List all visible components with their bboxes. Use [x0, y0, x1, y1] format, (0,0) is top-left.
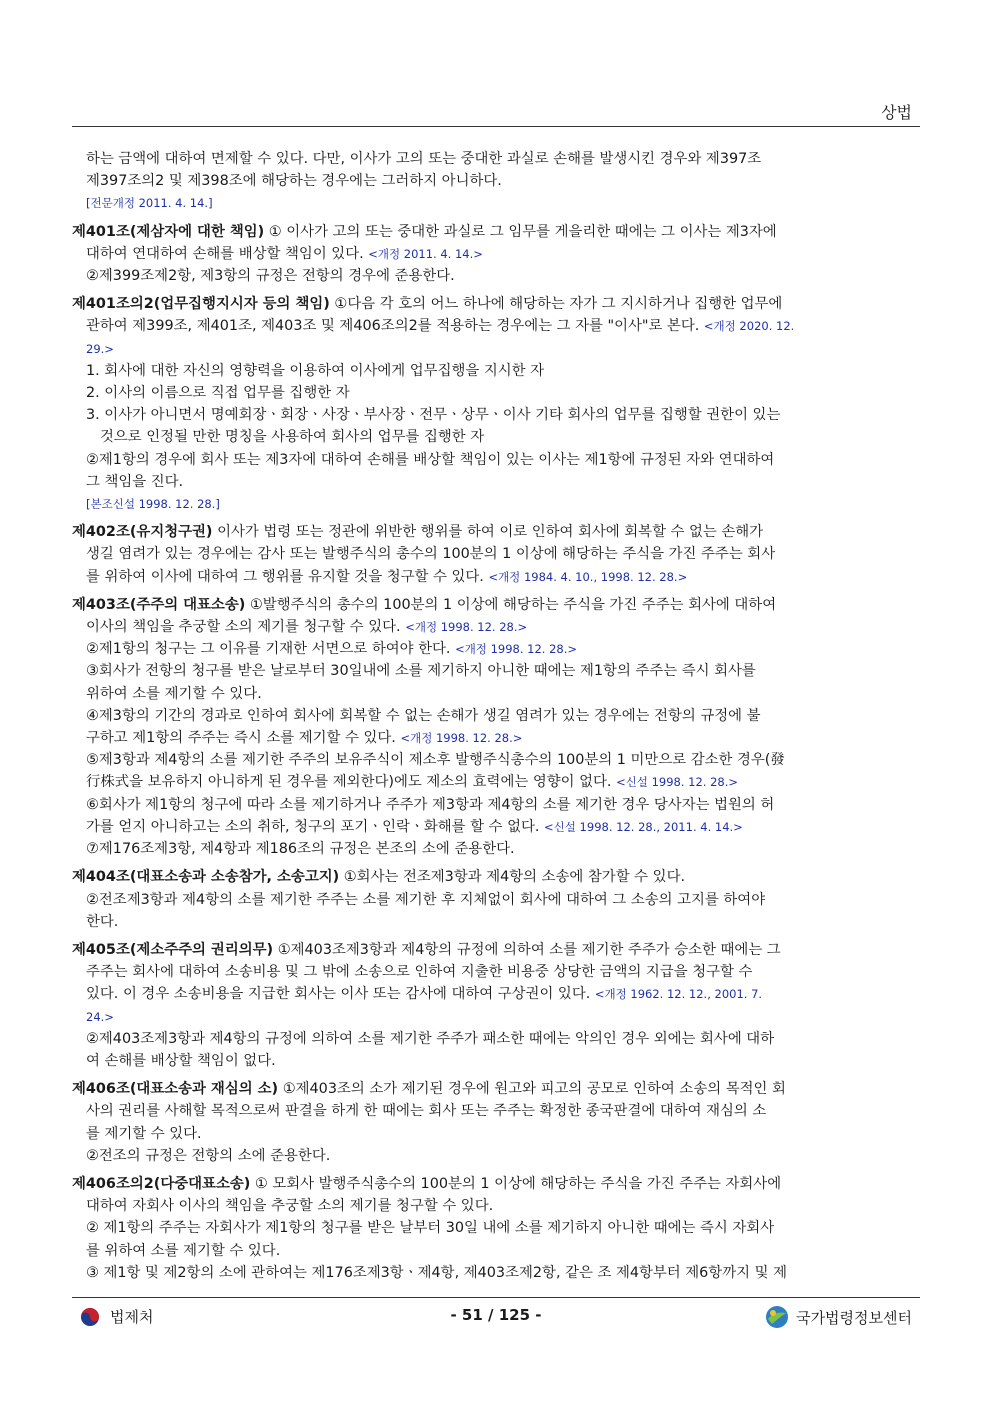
text-line: ②제1항의 경우에 회사 또는 제3자에 대하여 손해를 배상할 책임이 있는 이사는 제1항에 규정된 자와 연대하여 — [86, 451, 775, 468]
amendment-note: <개정 1998. 12. 28.> — [455, 642, 578, 657]
text-line: 를 제기할 수 있다. — [86, 1125, 202, 1142]
article-402 — [72, 521, 920, 543]
text-line: ③회사가 전항의 청구를 받은 날로부터 30일내에 소를 제기하지 아니한 때에는 제1항의 주주는 즉시 회사를 — [86, 663, 756, 680]
document-title: 상법 — [881, 103, 912, 122]
text-line: 그 책임을 진다. — [86, 473, 184, 490]
amendment-note: 29.> — [86, 341, 114, 356]
amendment-note: <개정 2011. 4. 14.> — [368, 246, 483, 261]
article-heading: 제401조의2(업무집행지시자 등의 책임) — [72, 296, 330, 313]
text-line: ① 이사가 고의 또는 중대한 과실로 그 임무를 게을리한 때에는 그 이사는 제3자에 — [264, 223, 777, 240]
text-line: ⑤제3항과 제4항의 소를 제기한 주주의 보유주식이 제소후 발행주식총수의 100분의 1 미만으로 감소한 경우(發 — [86, 752, 785, 769]
list-item: 3. 이사가 아니면서 명예회장ㆍ회장ㆍ사장ㆍ부사장ㆍ전무ㆍ상무ㆍ이사 기타 회사의 업무를 집행할 권한이 있는 — [86, 407, 781, 424]
amendment-note: <개정 2020. 12. — [703, 319, 795, 334]
article-heading: 제403조(주주의 대표소송) — [72, 596, 246, 613]
text-line: ②제1항의 청구는 그 이유를 기재한 서면으로 하여야 한다. <개정 1998. 12. 28.> — [86, 641, 578, 658]
text-line: 하는 금액에 대하여 면제할 수 있다. 다만, 이사가 고의 또는 중대한 과실로 손해를 발생시킨 경우와 제397조 — [86, 151, 762, 167]
text-line: 이사의 책임을 추궁할 소의 제기를 청구할 수 있다. <개정 1998. 12. 28.> — [86, 619, 528, 636]
article-401-2 — [72, 293, 920, 315]
article-heading: 제402조(유지청구권) — [72, 524, 213, 541]
text-line: ①발행주식의 총수의 100분의 1 이상에 해당하는 주식을 가진 주주는 회사에 대하여 — [245, 596, 777, 613]
text-line: ②전조제3항과 제4항의 소를 제기한 주주는 소를 제기한 후 지체없이 회사에 대하여 그 소송의 고지를 하여야 — [86, 891, 766, 908]
article-405 — [72, 939, 920, 961]
text-line: 가를 얻지 아니하고는 소의 취하, 청구의 포기ㆍ인락ㆍ화해를 할 수 없다. <신설 1998. 12. 28., 2011. 4. 14.> — [86, 818, 743, 835]
text-line: ⑦제176조제3항, 제4항과 제186조의 규정은 본조의 소에 준용한다. — [86, 841, 515, 858]
amendment-note: <개정 1984. 4. 10., 1998. 12. 28.> — [488, 569, 688, 584]
text-line: 대하여 자회사 이사의 책임을 추궁할 소의 제기를 청구할 수 있다. — [86, 1198, 494, 1215]
header-divider — [72, 126, 920, 127]
article-heading: 제404조(대표소송과 소송참가, 소송고지) — [72, 869, 340, 886]
article-406 — [72, 1078, 920, 1100]
list-item: 1. 회사에 대한 자신의 영향력을 이용하여 이사에게 업무집행을 지시한 자 — [86, 362, 545, 379]
amendment-note: <신설 1998. 12. 28., 2011. 4. 14.> — [544, 819, 743, 834]
amendment-note: <개정 1998. 12. 28.> — [405, 620, 528, 635]
text-line: 관하여 제399조, 제401조, 제403조 및 제406조의2를 적용하는 경우에는 그 자를 "이사"로 본다. <개정 2020. 12. — [86, 318, 795, 335]
text-line: ①제403조제3항과 제4항의 규정에 의하여 소를 제기한 주주가 승소한 때에는 그 — [273, 941, 781, 958]
text-line: 위하여 소를 제기할 수 있다. — [86, 685, 262, 702]
text-line: ⑥회사가 제1항의 청구에 따라 소를 제기하거나 주주가 제3항과 제4항의 소를 제기한 경우 당사자는 법원의 허 — [86, 796, 775, 813]
text-line: 있다. 이 경우 소송비용을 지급한 회사는 이사 또는 감사에 대하여 구상권이 있다. <개정 1962. 12. 12., 2001. 7. — [86, 986, 763, 1003]
list-item: 2. 이사의 이름으로 직접 업무를 집행한 자 — [86, 385, 350, 402]
text-line: ②제399조제2항, 제3항의 규정은 전항의 경우에 준용한다. — [86, 268, 455, 285]
list-item-continuation: 것으로 인정될 만한 명칭을 사용하여 회사의 업무를 집행한 자 — [100, 429, 485, 446]
text-line: ② 제1항의 주주는 자회사가 제1항의 청구를 받은 날부터 30일 내에 소를 제기하지 아니한 때에는 즉시 자회사 — [86, 1220, 775, 1237]
text-line: 대하여 연대하여 손해를 배상할 책임이 있다. <개정 2011. 4. 14.> — [86, 245, 483, 262]
amendment-note: 24.> — [86, 1009, 114, 1024]
amendment-note: [본조신설 1998. 12. 28.] — [86, 497, 220, 512]
text-line: 를 위하여 소를 제기할 수 있다. — [86, 1242, 281, 1259]
text-line: ①회사는 전조제3항과 제4항의 소송에 참가할 수 있다. — [339, 869, 686, 886]
text-line: ①다음 각 호의 어느 하나에 해당하는 자가 그 지시하거나 집행한 업무에 — [329, 296, 783, 313]
article-heading: 제401조(제삼자에 대한 책임) — [72, 223, 265, 240]
text-line: ③ 제1항 및 제2항의 소에 관하여는 제176조제3항ㆍ제4항, 제403조제2항, 같은 조 제4항부터 제6항까지 및 제 — [86, 1264, 787, 1281]
text-line: 行株式을 보유하지 아니하게 된 경우를 제외한다)에도 제소의 효력에는 영향이 없다. <신설 1998. 12. 28.> — [86, 774, 739, 791]
text-line: 사의 권리를 사해할 목적으로써 판결을 하게 한 때에는 회사 또는 주주는 확정한 종국판결에 대하여 재심의 소 — [86, 1103, 767, 1120]
globe-logo-icon — [764, 1304, 790, 1330]
footer-divider — [72, 1297, 920, 1298]
footer-right — [764, 1304, 912, 1330]
text-line: 이사가 법령 또는 정관에 위반한 행위를 하여 이로 인하여 회사에 회복할 수 없는 손해가 — [212, 524, 764, 541]
text-line: ②제403조제3항과 제4항의 규정에 의하여 소를 제기한 주주가 패소한 때에는 악의인 경우 외에는 회사에 대하 — [86, 1030, 775, 1047]
amendment-note: [전문개정 2011. 4. 14.] — [86, 196, 213, 211]
text-line: ④제3항의 기간의 경과로 인하여 회사에 회복할 수 없는 손해가 생길 염려가 있는 경우에는 전항의 규정에 불 — [86, 707, 761, 724]
text-line: ① 모회사 발행주식총수의 100분의 1 이상에 해당하는 주식을 가진 주주는 자회사에 — [250, 1175, 782, 1192]
text-line: ①제403조의 소가 제기된 경우에 원고와 피고의 공모로 인하여 소송의 목적인 회 — [278, 1081, 786, 1098]
amendment-note: <개정 1998. 12. 28.> — [400, 731, 523, 746]
footer-left-label: 법제처 — [110, 1308, 154, 1326]
article-heading: 제406조의2(다중대표소송) — [72, 1175, 251, 1192]
text-line: 구하고 제1항의 주주는 즉시 소를 제기할 수 있다. <개정 1998. 12. 28.> — [86, 730, 523, 747]
text-line: 여 손해를 배상할 책임이 없다. — [86, 1052, 276, 1069]
text-line: 를 위하여 이사에 대하여 그 행위를 유지할 것을 청구할 수 있다. <개정 1984. 4. 10., 1998. 12. 28.> — [86, 568, 688, 585]
footer-right-label: 국가법령정보센터 — [796, 1308, 912, 1327]
text-line: 한다. — [86, 913, 119, 930]
amendment-note: <개정 1962. 12. 12., 2001. 7. — [594, 987, 763, 1002]
article-406-2 — [72, 1173, 920, 1195]
text-line: 주주는 회사에 대하여 소송비용 및 그 밖에 소송으로 인하여 지출한 비용중 상당한 금액의 지급을 청구할 수 — [86, 964, 753, 981]
document-body — [72, 148, 920, 1284]
amendment-note: <신설 1998. 12. 28.> — [616, 775, 739, 790]
text-line: 생길 염려가 있는 경우에는 감사 또는 발행주식의 총수의 100분의 1 이상에 해당하는 주식을 가진 주주는 회사 — [86, 546, 776, 563]
article-404 — [72, 866, 920, 888]
text-line: 제397조의2 및 제398조에 해당하는 경우에는 그러하지 아니하다. — [86, 173, 502, 190]
article-403 — [72, 594, 920, 616]
article-401 — [72, 221, 920, 243]
text-line: ②전조의 규정은 전항의 소에 준용한다. — [86, 1147, 331, 1164]
page-indicator: - 51 / 125 - — [450, 1306, 542, 1324]
article-heading: 제406조(대표소송과 재심의 소) — [72, 1081, 279, 1098]
article-heading: 제405조(제소주주의 권리의무) — [72, 941, 274, 958]
